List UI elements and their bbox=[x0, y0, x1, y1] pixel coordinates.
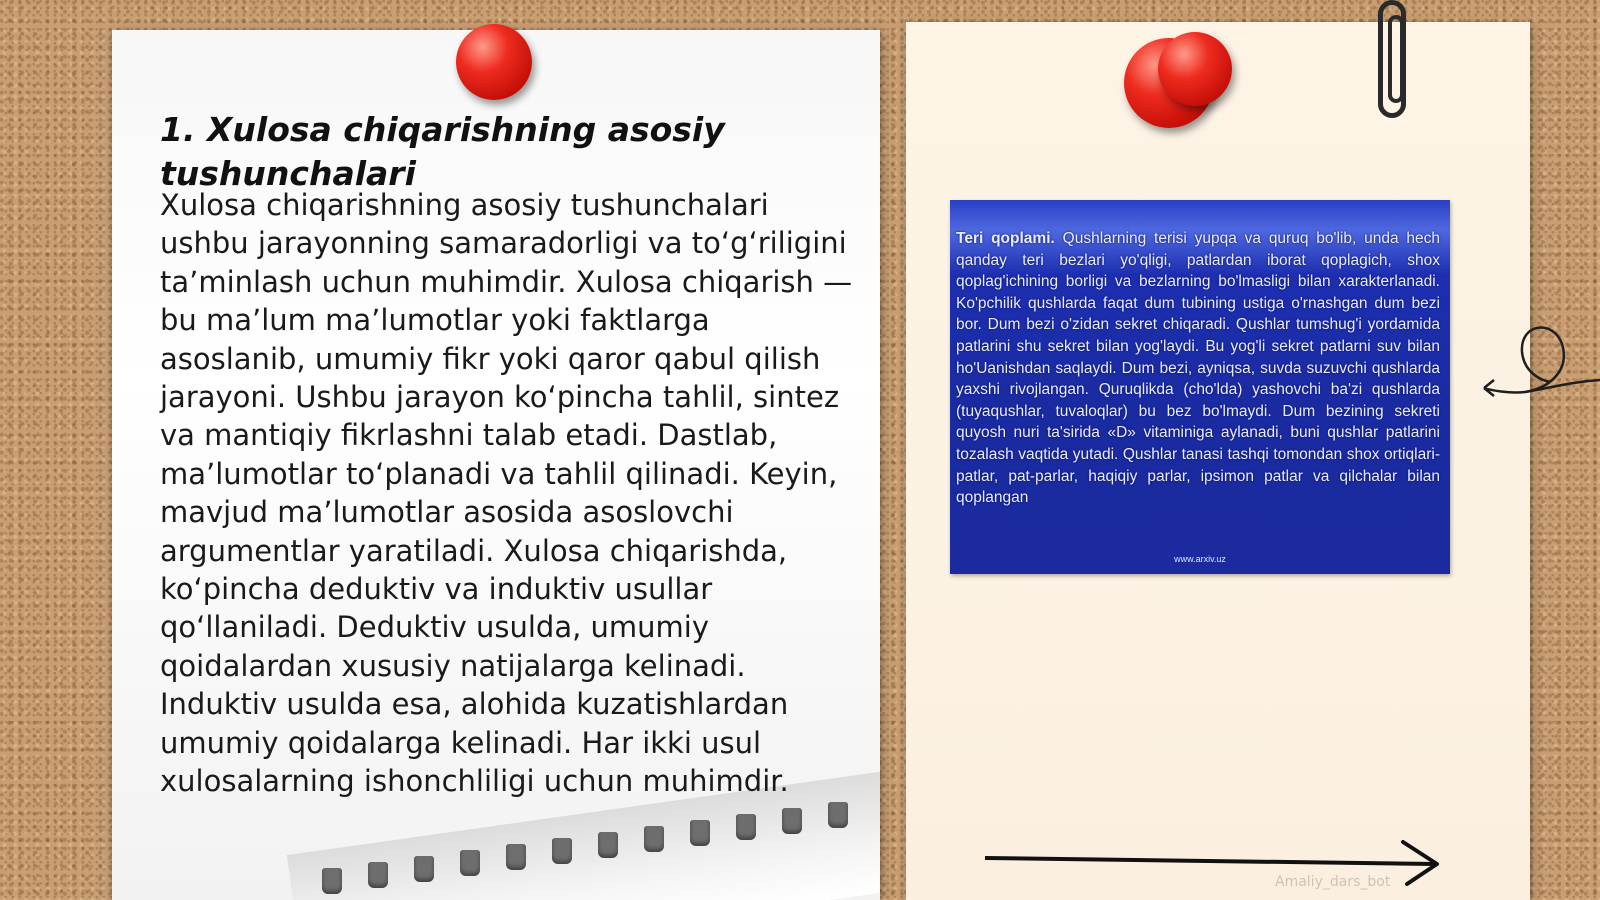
paperclip-icon bbox=[1378, 0, 1406, 118]
pinned-slide-image bbox=[950, 200, 1450, 574]
binding-hole bbox=[414, 856, 434, 882]
red-pushpin-right-front bbox=[1158, 32, 1232, 106]
binding-hole bbox=[506, 844, 526, 870]
slide-image-text bbox=[956, 228, 1440, 509]
document-title: 1. Xulosa chiqarishning asosiy tushunchalari bbox=[160, 110, 725, 193]
binding-hole bbox=[644, 826, 664, 852]
binding-hole bbox=[552, 838, 572, 864]
binding-hole bbox=[368, 862, 388, 888]
binding-hole bbox=[460, 850, 480, 876]
binding-hole bbox=[322, 868, 342, 894]
document-body-text: Xulosa chiqarishning asosiy tushunchalari ushbu jarayonning samaradorligi va to‘g‘riligini ta’minlash uchun muhimdir. Xulosa chiqarish — bu ma’lum ma’lumotlar yoki faktlarga asoslanib, umumiy fikr yoki qaror qabul qilish jarayoni. Ushbu jarayon ko‘pincha tahlil, sintez va mantiqiy fikrlashni talab etadi. Dastlab, ma’lumotlar to‘planadi va tahlil qilinadi. Keyin, mavjud ma’lumotlar asosida asoslovchi argumentlar yaratiladi. Xulosa chiqarishda, ko‘pincha deduktiv va induktiv usullar qo‘llaniladi. Deduktiv usulda, umumiy qoidalardan xususiy natijalarga kelinadi. Induktiv usulda esa, alohida kuzatishlardan umumiy qoidalarga kelinadi. Har ikki usul xulosalarning ishonchliligi uchun muhimdir. bbox=[160, 188, 853, 799]
binding-hole bbox=[736, 814, 756, 840]
scribble-arrow-icon bbox=[1480, 310, 1600, 410]
binding-hole bbox=[782, 808, 802, 834]
red-pushpin-left bbox=[456, 24, 532, 100]
binding-hole bbox=[828, 802, 848, 828]
slide-image-body: Qushlarning terisi yupqa va quruq bo'lib, unda hech qanday teri bezlari yo'qligi, patlardan iborat qoplagich, shox qoplag'ichining borligi va bezlarning bo'lmasligi bilan xarakterlanadi. Ko'pchilik qushlarda faqat dum tubining ustiga o'rnashgan dum bezi bor. Dum bezi o'zidan sekret chiqaradi. Qushlar tumshug'i yordamida patlarini shu sekret bilan yog'laydi. Bu yog'li sekret patlarni suv bilan ho'Uanishdan saqlaydi. Dum bezi, ayniqsa, suvda suzuvchi qushlarda yaxshi rivojlangan. Quruqlikda (cho'lda) yashovchi ba'zi qushlarda (tuyaqushlar, tuvaloqlar) bu bez bo'lmaydi. Dum bezining sekreti quyosh nuri ta'sirida «D» vitaminiga aylanadi, buni qushlar patlarini tozalash vaqtida yutadi. Qushlar tanasi tashqi tomondan shox ortiqlari-patlar, pat-parlar, haqiqiy parlar, ipsimon patlar va qilchalar bilan qoplangan bbox=[956, 230, 1441, 507]
binding-hole bbox=[690, 820, 710, 846]
slide-image-credit: www.arxiv.uz bbox=[1174, 554, 1226, 564]
binding-hole bbox=[598, 832, 618, 858]
slide-image-lead: Teri qoplami. bbox=[956, 230, 1055, 247]
watermark-text: Amaliy_dars_bot bbox=[1275, 874, 1391, 890]
